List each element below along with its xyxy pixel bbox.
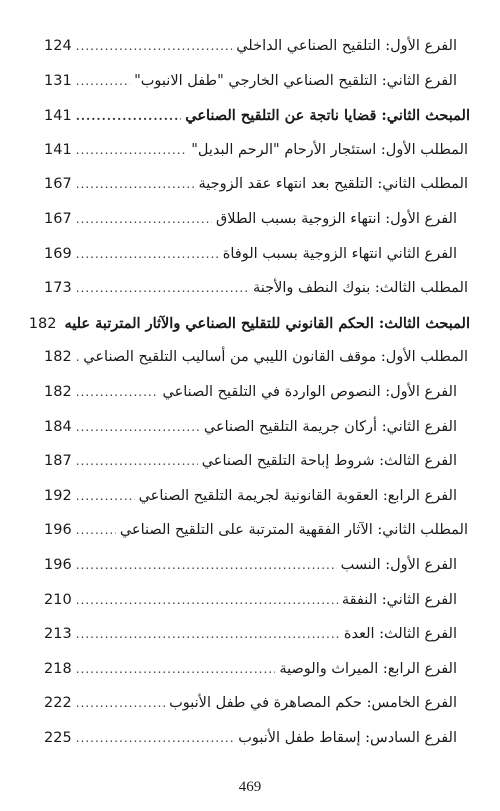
toc-entry bbox=[44, 349, 470, 384]
toc-entry-title: المطلب الأول: موقف القانون الليبي من أساليب التلقيح الصناعي bbox=[83, 349, 468, 366]
toc-entry bbox=[44, 730, 470, 765]
toc-leader-dots bbox=[76, 662, 276, 676]
toc-entry-title: المبحث الثاني: قضايا ناتجة عن التلقيح الصناعي bbox=[185, 107, 470, 125]
toc-entry bbox=[44, 488, 470, 523]
toc-entry bbox=[44, 661, 470, 696]
toc-leader-dots bbox=[76, 350, 80, 364]
toc-leader-dots bbox=[76, 177, 195, 191]
toc-entry-page: 141 bbox=[44, 141, 72, 158]
toc-entry-page: 182 bbox=[44, 383, 72, 400]
toc-entry-title: الفرع الأول: التلقيح الصناعي الداخلي bbox=[236, 38, 457, 54]
toc-leader-dots bbox=[76, 212, 212, 226]
toc-entry bbox=[44, 73, 470, 108]
toc-entry-title: الفرع الثاني انتهاء الزوجية بسبب الوفاة bbox=[222, 245, 457, 262]
toc-entry bbox=[44, 557, 470, 592]
toc-entry-title: المطلب الثاني: الآثار الفقهية المترتبة على التلقيح الصناعي bbox=[119, 522, 468, 539]
toc-leader-dots bbox=[76, 39, 233, 53]
toc-entry-page: 210 bbox=[44, 591, 72, 608]
toc-entry-page: 169 bbox=[44, 245, 72, 262]
toc-entry-page: 225 bbox=[44, 729, 72, 746]
toc-leader-dots bbox=[76, 627, 340, 641]
toc-entry bbox=[44, 211, 470, 246]
toc-entry bbox=[44, 176, 470, 211]
toc-leader-dots bbox=[76, 731, 235, 745]
toc-entry-title: المبحث الثالث: الحكم القانوني للتقليح الصناعي والآثار المترتبة عليه bbox=[64, 314, 470, 332]
toc-entry-page: 196 bbox=[44, 556, 72, 573]
toc-entry-title: الفرع الأول: انتهاء الزوجية بسبب الطلاق bbox=[216, 210, 457, 227]
toc-entry bbox=[44, 384, 470, 419]
toc-entry-page: 124 bbox=[44, 38, 72, 54]
toc-entry-page: 213 bbox=[44, 626, 72, 643]
toc-leader-dots bbox=[76, 74, 130, 88]
toc-entry-title: المطلب الأول: استئجار الأرحام "الرحم البديل" bbox=[191, 141, 468, 158]
toc-entry-page: 131 bbox=[44, 72, 72, 89]
toc-entry bbox=[44, 419, 470, 454]
toc-entry-page: 173 bbox=[44, 280, 72, 297]
toc-leader-dots bbox=[76, 143, 188, 157]
toc-entry-title: الفرع الرابع: الميراث والوصية bbox=[279, 660, 457, 677]
toc-leader-dots bbox=[76, 454, 198, 468]
toc-entry-title: الفرع الثاني: التلقيح الصناعي الخارجي "طفل الانبوب" bbox=[134, 72, 457, 89]
toc-entry-page: 222 bbox=[44, 695, 72, 712]
toc-entry-page: 187 bbox=[44, 453, 72, 470]
toc-leader-dots bbox=[76, 696, 165, 710]
toc-entry-page: 184 bbox=[44, 418, 72, 435]
toc-leader-dots bbox=[76, 247, 219, 261]
toc-entry-title: الفرع الثالث: العدة bbox=[343, 626, 457, 643]
toc-leader-dots bbox=[76, 558, 337, 572]
toc-leader-dots bbox=[76, 593, 338, 607]
toc-leader-dots bbox=[76, 385, 159, 399]
toc-entry-title: المطلب الثالث: بنوك النطف والأجنة bbox=[253, 280, 468, 297]
toc-leader-dots bbox=[76, 281, 249, 295]
toc-leader-dots bbox=[76, 523, 116, 537]
toc-entry-page: 218 bbox=[44, 660, 72, 677]
toc-entry bbox=[44, 522, 470, 557]
toc-leader-dots bbox=[76, 489, 135, 503]
toc-entry bbox=[44, 453, 470, 488]
toc-entry-title: الفرع الثاني: النفقة bbox=[341, 591, 457, 608]
toc-entry-page: 182 bbox=[44, 349, 72, 366]
toc-leader-dots bbox=[76, 420, 200, 434]
toc-entry-title: الفرع السادس: إسقاط طفل الأنبوب bbox=[238, 729, 457, 746]
toc-entry-title: الفرع الخامس: حكم المصاهرة في طفل الأنبوب bbox=[169, 695, 457, 712]
toc-leader-dots bbox=[76, 109, 182, 123]
toc-entry-title: الفرع الأول: النسب bbox=[340, 556, 457, 573]
toc-entry-title: الفرع الثاني: أركان جريمة التلقيح الصناعي bbox=[203, 418, 457, 435]
toc-entry-title: الفرع الثالث: شروط إباحة التلقيح الصناعي bbox=[201, 453, 457, 470]
toc-entry bbox=[44, 107, 470, 142]
table-of-contents bbox=[28, 38, 470, 764]
toc-entry-title: الفرع الأول: النصوص الواردة في التلقيح الصناعي bbox=[162, 383, 457, 400]
toc-entry-page: 196 bbox=[44, 522, 72, 539]
toc-entry-title: المطلب الثاني: التلقيح بعد انتهاء عقد الزوجية bbox=[198, 176, 468, 193]
toc-entry bbox=[44, 38, 470, 73]
toc-entry bbox=[44, 280, 470, 315]
toc-entry-page: 182 bbox=[28, 315, 57, 332]
toc-entry bbox=[28, 314, 470, 350]
toc-entry bbox=[44, 592, 470, 627]
toc-entry bbox=[44, 626, 470, 661]
toc-entry-page: 192 bbox=[44, 487, 72, 504]
toc-entry-page: 141 bbox=[44, 108, 72, 125]
toc-entry bbox=[44, 142, 470, 177]
toc-entry bbox=[44, 695, 470, 730]
toc-entry-title: الفرع الرابع: العقوبة القانونية لجريمة التلقيح الصناعي bbox=[138, 487, 457, 504]
toc-entry-page: 167 bbox=[44, 176, 72, 193]
page-number: 469 bbox=[238, 779, 262, 795]
toc-entry-page: 167 bbox=[44, 210, 72, 227]
toc-entry bbox=[44, 246, 470, 281]
